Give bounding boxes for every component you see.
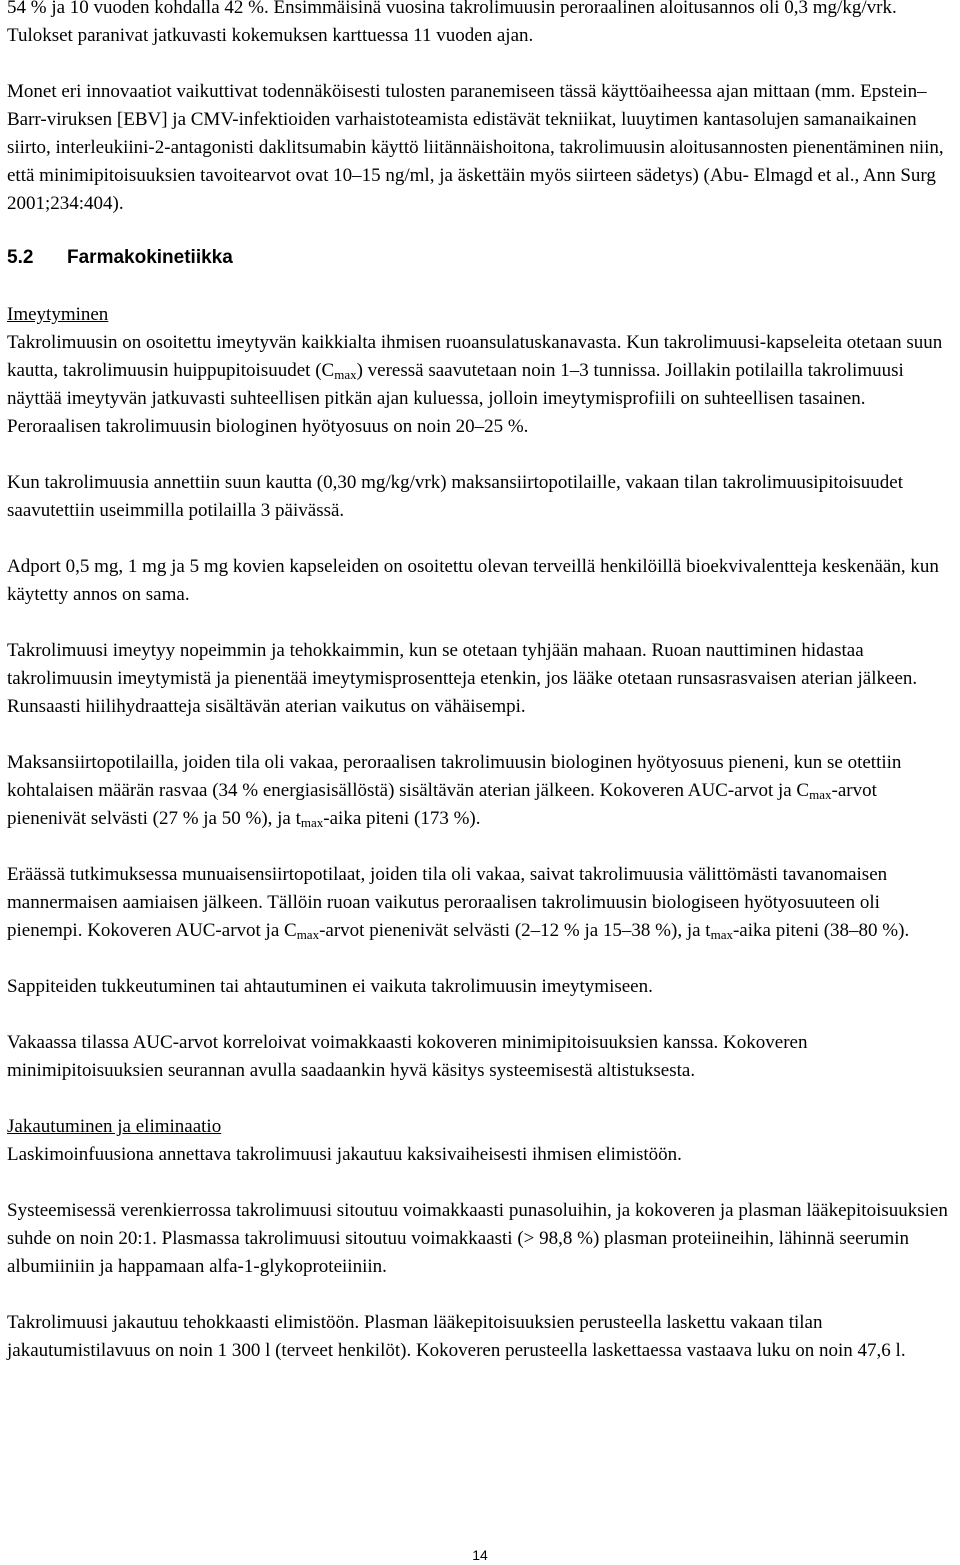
- paragraph-volume: Takrolimuusi jakautuu tehokkaasti elimistöön. Plasman lääkepitoisuuksien perusteella laskettu vakaan tilan jakautumistilavuus on noin 1 300 l (terveet henkilöt). Kokoveren perusteella laskettaessa vastaava luku on noin 47,6 l.: [7, 1312, 906, 1361]
- subscript-max: max: [300, 815, 324, 830]
- paragraph-kidney-transplant: Eräässä tutkimuksessa munuaisensiirtopotilaat, joiden tila oli vakaa, saivat takrolimuusia välittömästi tavanomaisen mannermaisen aamiaisen jälkeen. Tällöin ruoan vaikutus peroraalisen takrolimuusin biologiseen hyötyosuuteen oli pienempi. Kokoveren AUC-arvot ja $C_{max}$-arvot pienenivät selvästi (2–12 % ja 15–38 %), ja $t_{max}$-aika piteni (38–80 %).: [7, 864, 910, 942]
- subscript-max: max: [710, 927, 733, 942]
- subheading-absorption: Imeytyminen: [7, 304, 109, 325]
- paragraph-bioequivalence: Adport 0,5 mg, 1 mg ja 5 mg kovien kapseleiden on osoitettu olevan terveillä henkilöillä bioekvivalentteja keskenään, kun käytetty annos on sama.: [7, 556, 939, 605]
- paragraph-food-effect: Takrolimuusi imeytyy nopeimmin ja tehokkaimmin, kun se otetaan tyhjään mahaan. Ruoan nauttiminen hidastaa takrolimuusin imeytymistä ja pienentää imeytymisprosentteja etenkin, jos lääke otetaan runsasrasvaisen aterian jälkeen. Runsaasti hiilihydraatteja sisältävän aterian vaikutus on vähäisempi.: [7, 640, 918, 717]
- subheading-distribution: Jakautuminen ja eliminaatio: [7, 1116, 222, 1137]
- section-number: 5.2: [7, 247, 34, 268]
- section-title: Farmakokinetiikka: [67, 247, 233, 268]
- paragraph-intro: 54 % ja 10 vuoden kohdalla 42 %. Ensimmäisinä vuosina takrolimuusin peroraalinen aloitusannos oli 0,3 mg/kg/vrk. Tulokset paranivat jatkuvasti kokemuksen karttuessa 11 vuoden ajan.: [7, 0, 897, 46]
- paragraph-distribution: Jakautuminen ja eliminaatio Laskimoinfuusiona annettava takrolimuusi jakautuu kaksivaiheisesti ihmisen elimistöön.: [7, 1116, 682, 1165]
- paragraph-absorption: Imeytyminen Takrolimuusin on osoitettu imeytyvän kaikkialta ihmisen ruoansulatuskanavasta. Kun takrolimuusi-kapseleita otetaan suun kautta, takrolimuusin huippupitoisuudet $(C_{max})$ veressä saavutetaan noin 1–3 tunnissa. Joillakin potilailla takrolimuusi näyttää imeytyvän jatkuvasti suhteellisen pitkän ajan kuluessa, jolloin imeytymisprofiili on suhteellisen tasainen. Peroraalisen takrolimuusin biologinen hyötyosuus on noin 20–25 %.: [7, 304, 943, 437]
- paragraph-binding: Systeemisessä verenkierrossa takrolimuusi sitoutuu voimakkaasti punasoluihin, ja kokoveren ja plasman lääkepitoisuuksien suhde on noin 20:1. Plasmassa takrolimuusi sitoutuu voimakkaasti (> 98,8 %) plasman proteiineihin, lähinnä seerumin albumiiniin ja happamaan alfa-1-glykoproteiiniin.: [7, 1200, 948, 1277]
- paragraph-biliary: Sappiteiden tukkeutuminen tai ahtautuminen ei vaikuta takrolimuusin imeytymiseen.: [7, 976, 653, 997]
- section-heading: [7, 243, 957, 273]
- subscript-max: max: [296, 927, 320, 942]
- paragraph-liver-transplant: Maksansiirtopotilailla, joiden tila oli vakaa, peroraalisen takrolimuusin biologinen hyötyosuus pieneni, kun se otettiin kohtalaisen määrän rasvaa (34 % energiasisällöstä) sisältävän aterian jälkeen. Kokoveren AUC-arvot ja $C_{max}$-arvot pienenivät selvästi (27 % ja 50 %), ja $t_{max}$-aika piteni (173 %).: [7, 752, 902, 830]
- subscript-max: max: [809, 787, 832, 802]
- subscript-max: max: [334, 367, 357, 382]
- paragraph-steady-state: Kun takrolimuusia annettiin suun kautta (0,30 mg/kg/vrk) maksansiirtopotilaille, vakaan tilan takrolimuusipitoisuudet saavutettiin useimmilla potilailla 3 päivässä.: [7, 472, 904, 521]
- paragraph-auc-correlation: Vakaassa tilassa AUC-arvot korreloivat voimakkaasti kokoveren minimipitoisuuksien kanssa. Kokoveren minimipitoisuuksien seurannan avulla saadaankin hyvä käsitys systeemisestä altistuksesta.: [7, 1032, 808, 1081]
- document-page: [7, 0, 957, 1365]
- page-number: 14: [472, 1547, 488, 1563]
- paragraph-innovations: Monet eri innovaatiot vaikuttivat todennäköisesti tulosten paranemiseen tässä käyttöaiheessa ajan mittaan (mm. Epstein–Barr-viruksen [EBV] ja CMV-infektioiden varhaistoteamista edistävät tekniikat, luuytimen kantasolujen samanaikainen siirto, interleukiini-2-antagonisti daklitsumabin käyttö liitännäishoitona, takrolimuusin aloitusannosten pienentäminen niin, että minimipitoisuuksien tavoitearvot ovat 10–15 ng/ml, ja äskettäin myös siirteen sädetys) (Abu- Elmagd et al., Ann Surg 2001;234:404).: [7, 81, 944, 214]
